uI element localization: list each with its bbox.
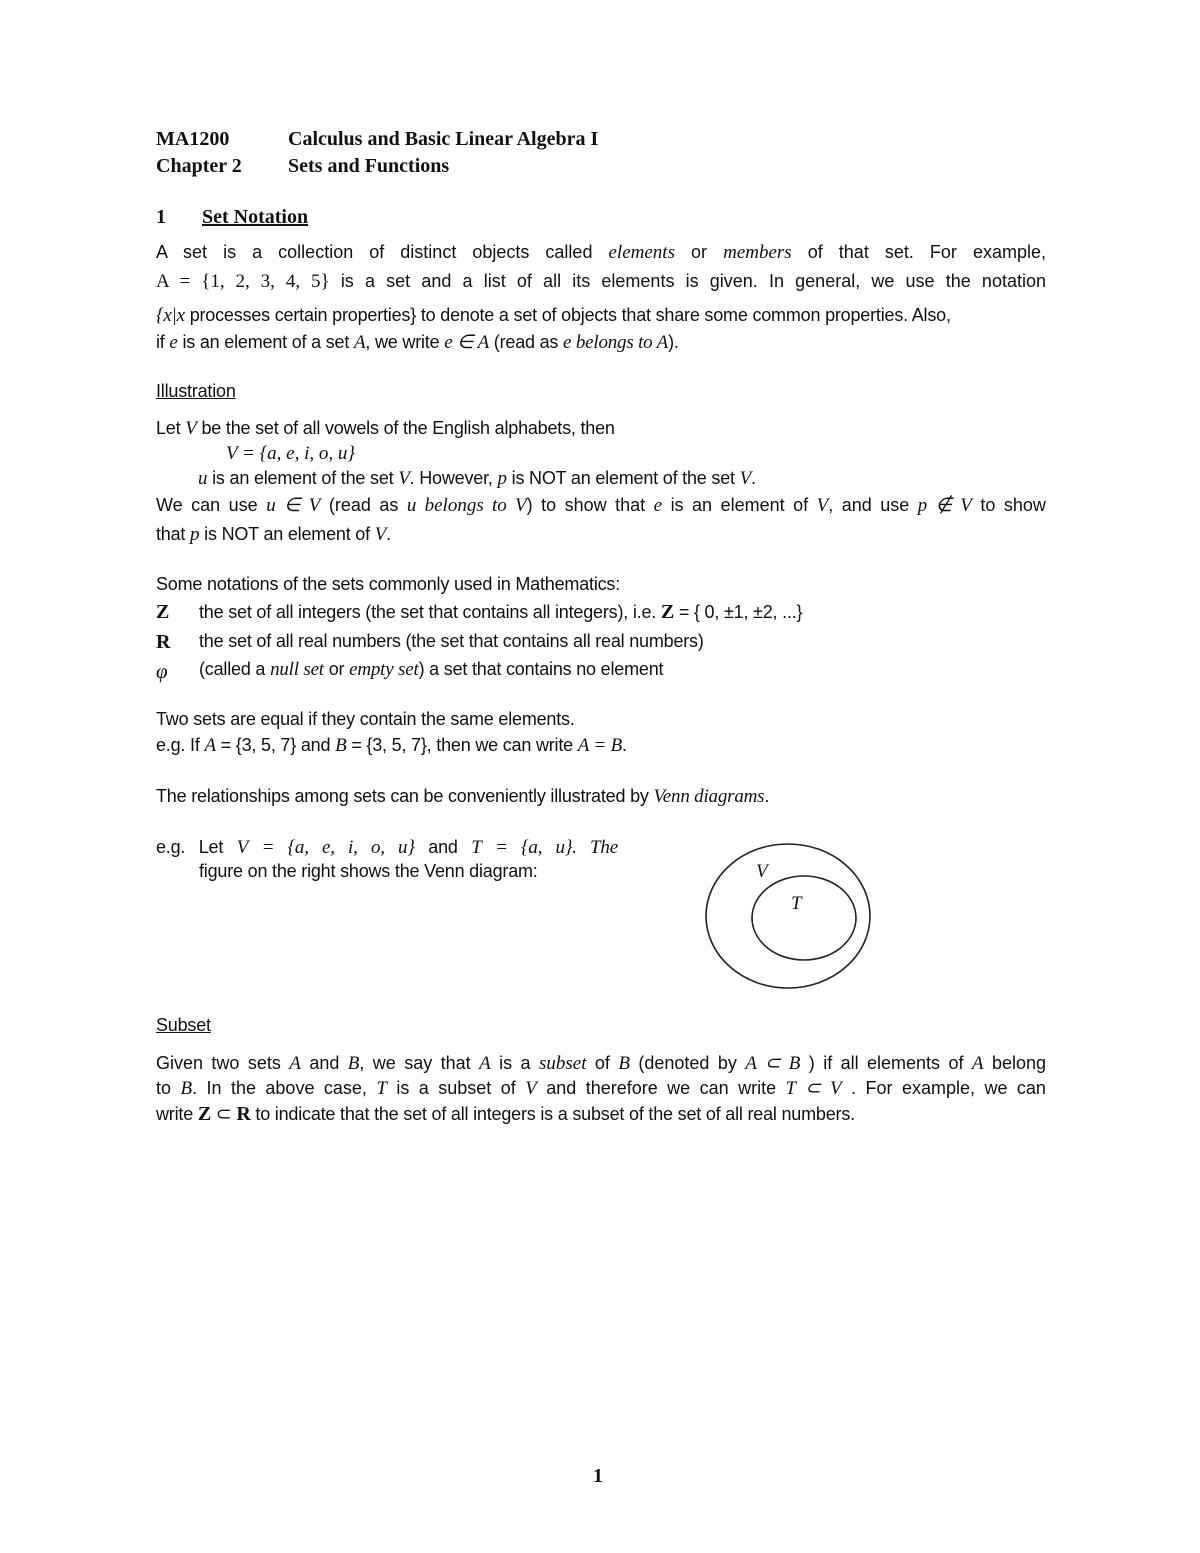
intro-line-1: A set is a collection of distinct objects called elements or members of that set. For example, <box>156 242 1046 263</box>
illustration-set-v: V = {a, e, i, o, u} <box>226 443 355 464</box>
illustration-line-5: that p is NOT an element of V. <box>156 524 391 545</box>
venn-inner-set <box>752 876 856 960</box>
venn-example-line-1: e.g. Let V = {a, e, i, o, u} and T = {a, u}. The <box>156 837 618 858</box>
intro-line-2: A = {1, 2, 3, 4, 5} is a set and a list of all its elements is given. In general, we use the notation <box>156 271 1046 292</box>
illustration-line-4: We can use u ∈ V (read as u belongs to V) to show that e is an element of V, and use p ∉ V to show <box>156 495 1046 516</box>
chapter-title: Sets and Functions <box>288 155 450 177</box>
illustration-line-1: Let V be the set of all vowels of the English alphabets, then <box>156 418 615 439</box>
section-number: 1 <box>156 206 166 228</box>
subset-line-1: Given two sets A and B, we say that A is a subset of B (denoted by A ⊂ B ) if all elements of A belong <box>156 1053 1046 1074</box>
chapter-label: Chapter 2 <box>156 155 242 177</box>
illustration-line-3: u is an element of the set V. However, p is NOT an element of the set V. <box>198 468 756 489</box>
course-code: MA1200 <box>156 128 230 150</box>
illustration-heading: Illustration <box>156 381 236 401</box>
venn-label-t: T <box>791 893 802 914</box>
notation-symbol-r: R <box>156 631 171 653</box>
venn-example-line-2: figure on the right shows the Venn diagram: <box>199 861 538 881</box>
venn-diagram <box>700 838 880 994</box>
equality-line-2: e.g. If A = {3, 5, 7} and B = {3, 5, 7}, then we can write A = B. <box>156 735 627 756</box>
subset-line-2: to B. In the above case, T is a subset of V and therefore we can write T ⊂ V . For example, we can <box>156 1078 1046 1099</box>
intro-line-4: if e is an element of a set A, we write e ∈ A (read as e belongs to A). <box>156 332 679 353</box>
venn-label-v: V <box>756 861 768 882</box>
notations-intro: Some notations of the sets commonly used in Mathematics: <box>156 574 621 594</box>
venn-outer-set <box>706 844 870 988</box>
intro-line-3: {x|x processes certain properties} to denote a set of objects that share some common properties. Also, <box>156 305 951 326</box>
page-number: 1 <box>593 1465 603 1487</box>
notation-symbol-empty: φ <box>156 659 168 683</box>
notation-desc-z: the set of all integers (the set that contains all integers), i.e. Z = { 0, ±1, ±2, ...} <box>199 601 803 623</box>
course-title: Calculus and Basic Linear Algebra I <box>288 128 599 150</box>
subset-line-3: write Z ⊂ R to indicate that the set of all integers is a subset of the set of all real numbers. <box>156 1103 855 1125</box>
subset-heading: Subset <box>156 1015 211 1035</box>
equality-line-1: Two sets are equal if they contain the same elements. <box>156 709 575 729</box>
section-title: Set Notation <box>202 206 309 228</box>
notation-symbol-z: Z <box>156 601 170 623</box>
notation-desc-r: the set of all real numbers (the set that contains all real numbers) <box>199 631 704 651</box>
venn-intro: The relationships among sets can be conveniently illustrated by Venn diagrams. <box>156 786 770 807</box>
notation-desc-empty: (called a null set or empty set) a set that contains no element <box>199 659 664 680</box>
